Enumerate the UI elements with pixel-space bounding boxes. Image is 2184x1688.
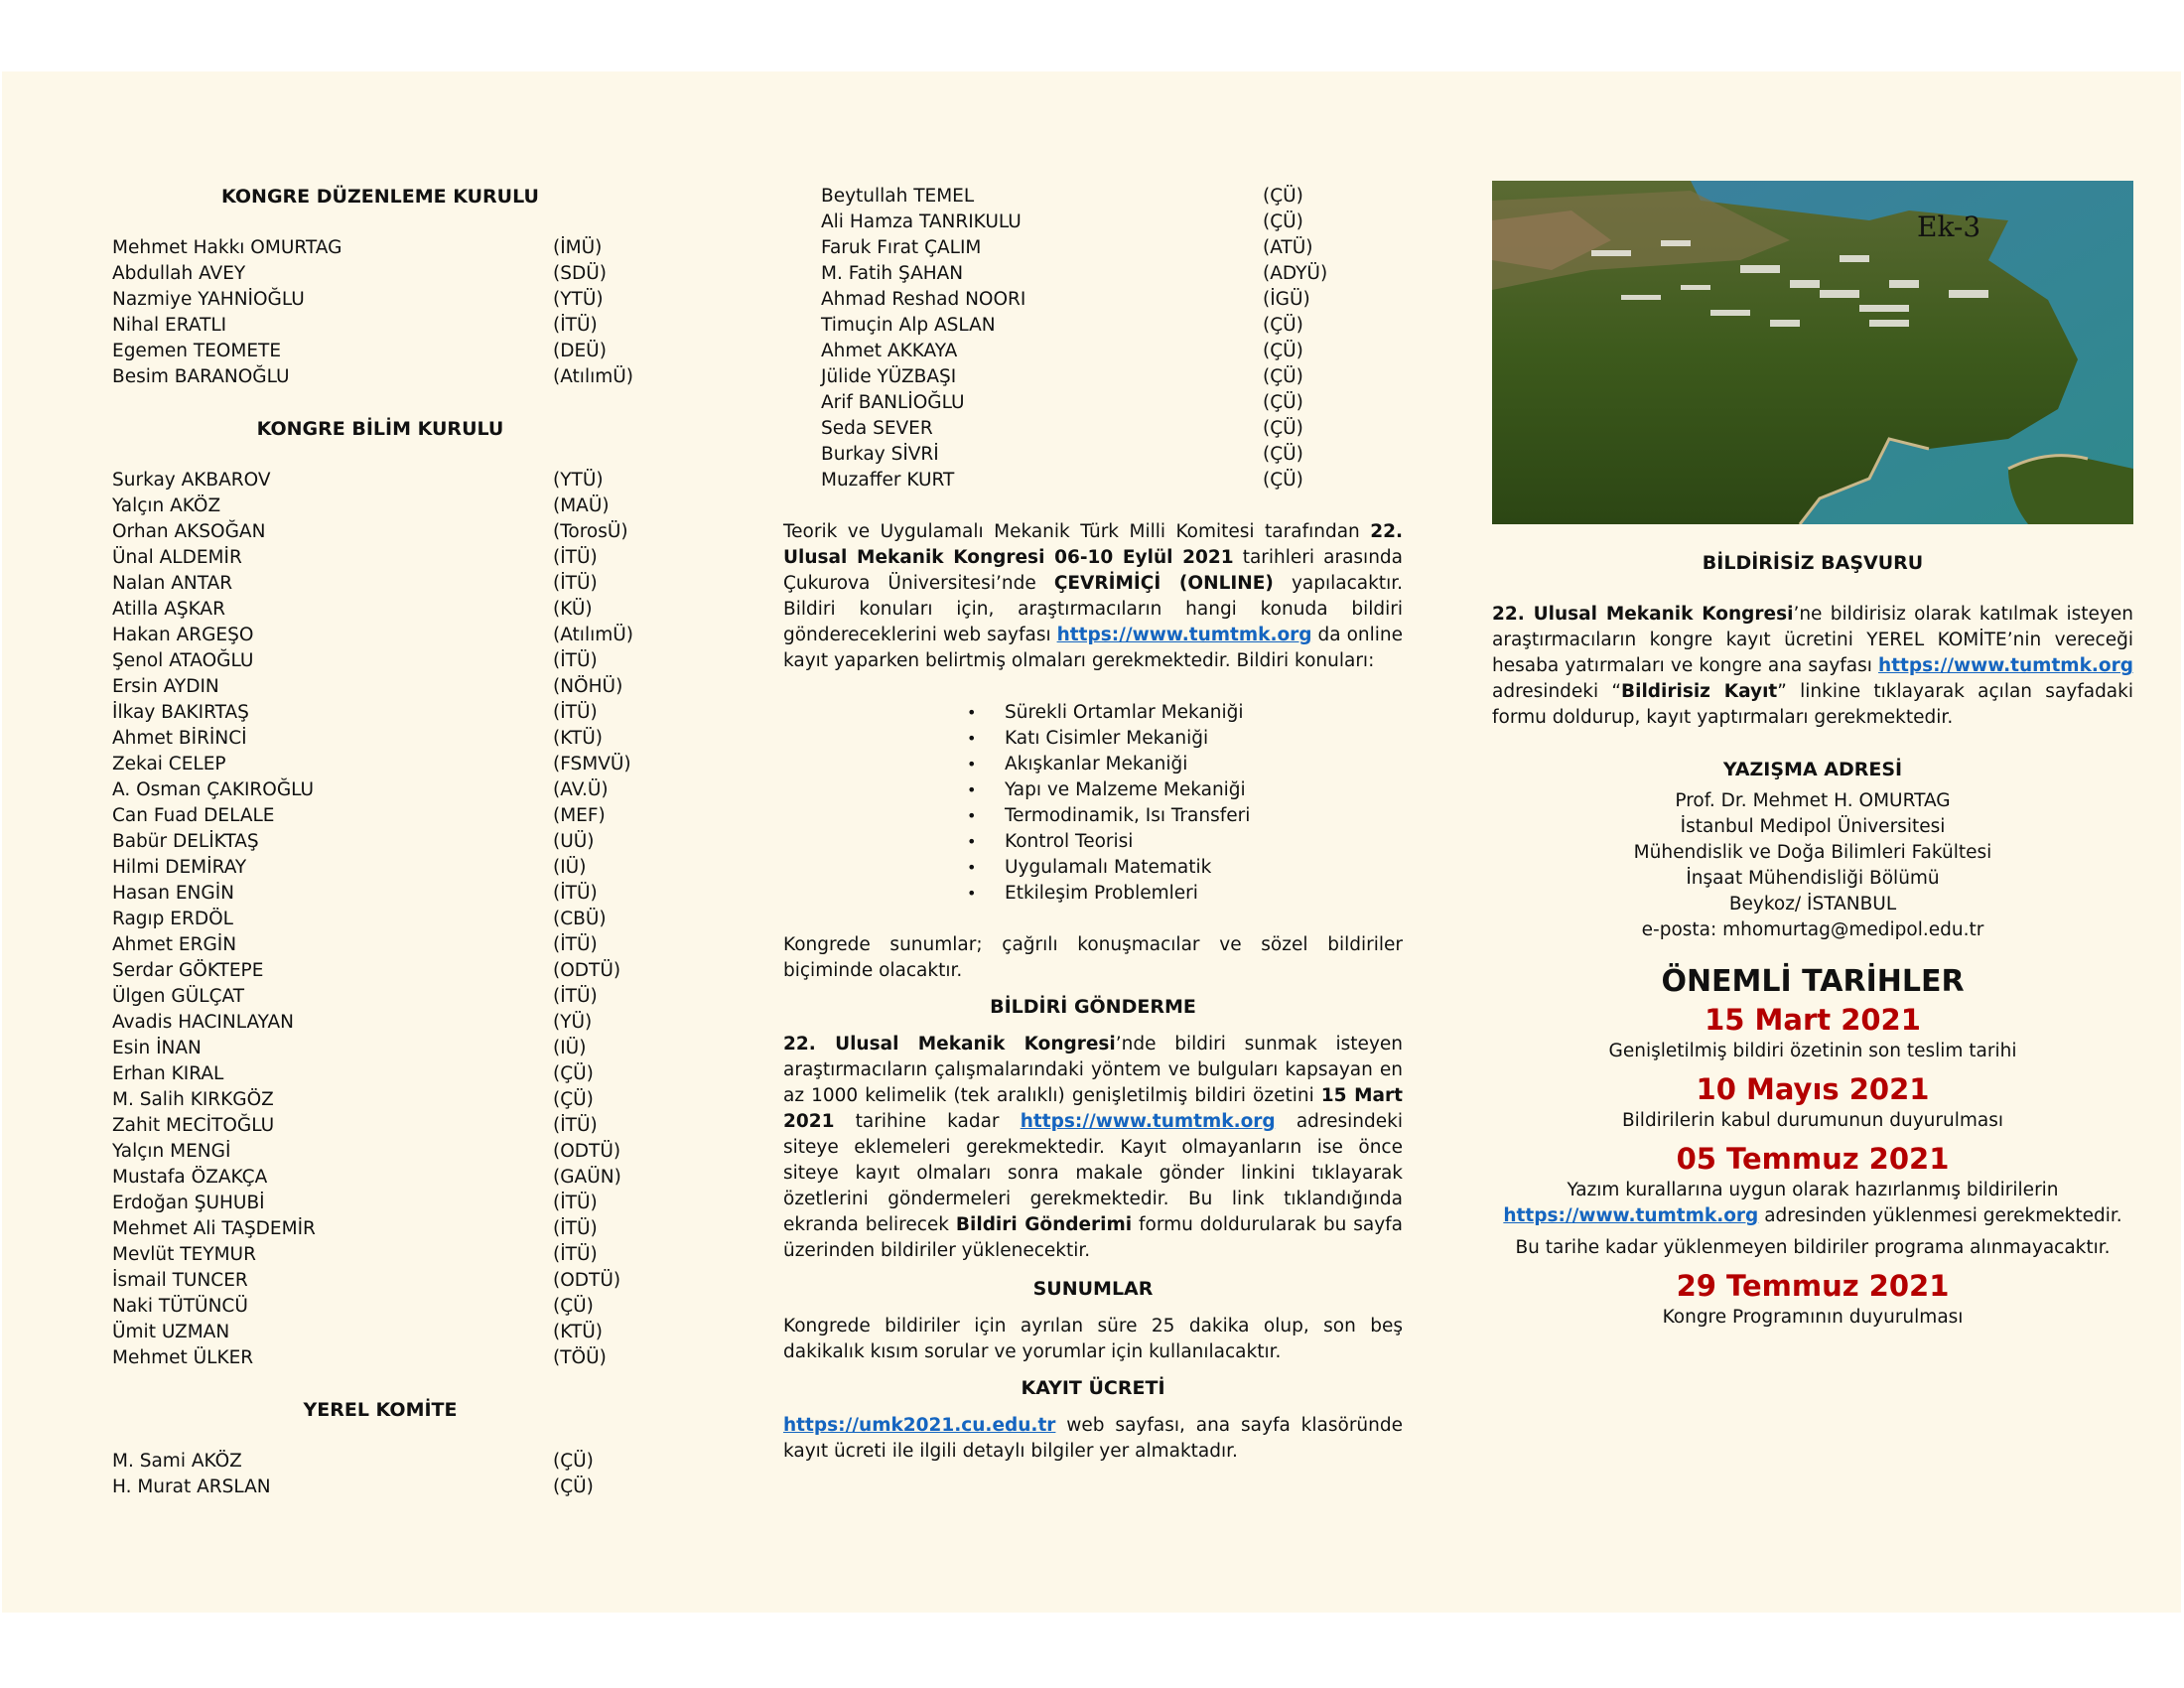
member-name: H. Murat ARSLAN xyxy=(112,1477,271,1497)
member-name: Can Fuad DELALE xyxy=(112,805,275,826)
member-affiliation: (TÖÜ) xyxy=(553,1347,607,1368)
committee-member xyxy=(783,210,1403,235)
committee-member xyxy=(112,1061,648,1087)
member-name: Mustafa ÖZAKÇA xyxy=(112,1167,268,1188)
committee-member xyxy=(112,623,648,648)
member-name: Jülide YÜZBAŞI xyxy=(821,366,957,387)
column-committees xyxy=(112,184,648,1500)
member-affiliation: (MAÜ) xyxy=(553,495,610,516)
member-name: Arif BANLİOĞLU xyxy=(821,392,965,413)
date-3-warning: Bu tarihe kadar yüklenmeyen bildiriler programa alınmayacaktır. xyxy=(1515,1237,2111,1258)
fee-title: KAYIT ÜCRETİ xyxy=(1021,1377,1165,1399)
member-affiliation: (İTÜ) xyxy=(553,986,598,1007)
committee-member xyxy=(112,545,648,571)
member-name: Zahit MECİTOĞLU xyxy=(112,1115,275,1136)
member-name: Muzaffer KURT xyxy=(821,470,955,491)
member-affiliation: (IÜ) xyxy=(553,857,587,878)
no-paper-title: BİLDİRİSİZ BAŞVURU xyxy=(1702,552,1924,574)
member-name: Nihal ERATLI xyxy=(112,315,227,336)
committee-member xyxy=(112,261,648,287)
tumtmk-link[interactable]: https://www.tumtmk.org xyxy=(1020,1111,1276,1132)
address-title: YAZIŞMA ADRESİ xyxy=(1722,759,1903,780)
member-affiliation: (KÜ) xyxy=(553,599,593,620)
member-affiliation: (IÜ) xyxy=(553,1038,587,1058)
address-email: e-posta: mhomurtag@medipol.edu.tr xyxy=(1641,919,1984,940)
committee-member xyxy=(783,364,1403,390)
member-affiliation: (ÇÜ) xyxy=(1263,418,1303,439)
date-4-description: Kongre Programının duyurulması xyxy=(1662,1307,1964,1328)
member-name: Hakan ARGEŞO xyxy=(112,625,254,645)
address-line: İstanbul Medipol Üniversitesi xyxy=(1680,816,1946,837)
member-affiliation: (FSMVÜ) xyxy=(553,754,631,774)
member-name: Naki TÜTÜNCÜ xyxy=(112,1296,248,1317)
sessions-title: SUNUMLAR xyxy=(1032,1278,1154,1300)
date-1-description: Genişletilmiş bildiri özetinin son teslim tarihi xyxy=(1608,1041,2017,1061)
member-affiliation: (İTÜ) xyxy=(553,1218,598,1239)
member-affiliation: (ATÜ) xyxy=(1263,237,1313,258)
topic-item xyxy=(967,700,1403,726)
committee-member xyxy=(112,752,648,777)
organizing-committee-list xyxy=(112,235,648,390)
member-affiliation: (TorosÜ) xyxy=(553,521,628,542)
committee-member xyxy=(112,519,648,545)
member-affiliation: (SDÜ) xyxy=(553,263,607,284)
bullet-icon: • xyxy=(967,729,977,748)
committee-member xyxy=(112,1216,648,1242)
bullet-icon: • xyxy=(967,755,977,774)
member-affiliation: (İTÜ) xyxy=(553,883,598,904)
member-name: Hilmi DEMİRAY xyxy=(112,857,247,878)
committee-member xyxy=(783,287,1403,313)
member-affiliation: (İTÜ) xyxy=(553,1244,598,1265)
important-dates-title: ÖNEMLİ TARİHLER xyxy=(1661,964,1965,999)
member-name: M. Salih KIRKGÖZ xyxy=(112,1089,274,1110)
member-affiliation: (ÇÜ) xyxy=(1263,341,1303,361)
topic-item xyxy=(967,829,1403,855)
committee-member xyxy=(783,416,1403,442)
tumtmk-link[interactable]: https://www.tumtmk.org xyxy=(1878,655,2133,676)
local-committee-title: YEREL KOMİTE xyxy=(303,1399,458,1421)
organizing-committee-title: KONGRE DÜZENLEME KURULU xyxy=(221,186,539,208)
topic-label: Yapı ve Malzeme Mekaniği xyxy=(1005,779,1246,800)
bullet-icon: • xyxy=(967,858,977,877)
member-affiliation: (GAÜN) xyxy=(553,1167,621,1188)
member-affiliation: (ÇÜ) xyxy=(1263,392,1303,413)
member-affiliation: (AtılımÜ) xyxy=(553,625,634,645)
committee-member xyxy=(112,1242,648,1268)
member-name: Faruk Fırat ÇALIM xyxy=(821,237,982,258)
member-name: Babür DELİKTAŞ xyxy=(112,831,259,852)
intro-paragraph: Teorik ve Uygulamalı Mekanik Türk Milli Komitesi tarafından 22. Ulusal Mekanik Kongresi 06-10 Eylül 2021 tarihleri arasında Çukurova Üniversitesi’nde ÇEVRİMİÇİ (ONLINE) yapılacaktır. Bildiri konuları için, araştırmacıların hangi konuda bildiri göndereceklerini web sayfası https://www.tumtmk.org da online kayıt yaparken belirtmiş olmaları gerekmektedir. Bildiri konuları: xyxy=(783,521,1404,671)
member-name: Beytullah TEMEL xyxy=(821,186,975,207)
topic-item xyxy=(967,881,1403,907)
committee-member xyxy=(783,184,1403,210)
member-affiliation: (ADYÜ) xyxy=(1263,263,1328,284)
local-committee-list xyxy=(112,1449,648,1500)
address-line: Mühendislik ve Doğa Bilimleri Fakültesi xyxy=(1633,842,1992,863)
member-affiliation: (ÇÜ) xyxy=(1263,211,1303,232)
member-affiliation: (YTÜ) xyxy=(553,289,604,310)
member-name: Ülgen GÜLÇAT xyxy=(112,986,245,1007)
topic-item xyxy=(967,803,1403,829)
member-name: Yalçın AKÖZ xyxy=(112,495,221,516)
bullet-icon: • xyxy=(967,806,977,825)
member-name: Ragıp ERDÖL xyxy=(112,909,233,929)
member-name: Seda SEVER xyxy=(821,418,933,439)
member-affiliation: (İTÜ) xyxy=(553,702,598,723)
local-committee-continued-list xyxy=(783,184,1403,493)
committee-member xyxy=(112,468,648,493)
member-name: Avadis HACINLAYAN xyxy=(112,1012,295,1033)
fee-paragraph: https://umk2021.cu.edu.tr web sayfası, ana sayfa klasöründe kayıt ücreti ile ilgili detaylı bilgiler yer almaktadır. xyxy=(783,1415,1403,1462)
bullet-icon: • xyxy=(967,832,977,851)
topic-label: Etkileşim Problemleri xyxy=(1005,883,1198,904)
member-name: Erhan KIRAL xyxy=(112,1063,224,1084)
committee-member xyxy=(112,364,648,390)
committee-member xyxy=(112,1191,648,1216)
committee-member xyxy=(112,1139,648,1165)
member-affiliation: (İTÜ) xyxy=(553,573,598,594)
member-affiliation: (ÇÜ) xyxy=(1263,186,1303,207)
member-name: Timuçin Alp ASLAN xyxy=(821,315,996,336)
topic-item xyxy=(967,752,1403,777)
committee-member xyxy=(783,235,1403,261)
member-affiliation: (ÇÜ) xyxy=(553,1089,594,1110)
tumtmk-link[interactable]: https://www.tumtmk.org xyxy=(1503,1205,1759,1226)
address-line: Beykoz/ İSTANBUL xyxy=(1728,894,1897,914)
brochure-page xyxy=(2,71,2181,1613)
member-name: Ali Hamza TANRIKULU xyxy=(821,211,1022,232)
member-affiliation: (MEF) xyxy=(553,805,606,826)
member-name: Ahmet ERGİN xyxy=(112,934,237,955)
committee-member xyxy=(783,468,1403,493)
member-name: Ünal ALDEMİR xyxy=(112,547,242,568)
topic-label: Uygulamalı Matematik xyxy=(1005,857,1212,878)
topic-item xyxy=(967,777,1403,803)
member-name: Orhan AKSOĞAN xyxy=(112,521,266,542)
committee-member xyxy=(112,1449,648,1475)
topic-label: Termodinamik, Isı Transferi xyxy=(1005,805,1251,826)
committee-member xyxy=(112,597,648,623)
member-name: Surkay AKBAROV xyxy=(112,470,271,491)
member-affiliation: (AV.Ü) xyxy=(553,779,609,800)
member-name: Şenol ATAOĞLU xyxy=(112,650,254,671)
committee-member xyxy=(112,726,648,752)
member-name: Mehmet Hakkı OMURTAG xyxy=(112,237,342,258)
address-block xyxy=(1492,788,2133,943)
member-name: Ümit UZMAN xyxy=(112,1322,230,1342)
member-name: Ahmet AKKAYA xyxy=(821,341,958,361)
committee-member xyxy=(112,287,648,313)
committee-member xyxy=(783,442,1403,468)
sessions-paragraph: Kongrede bildiriler için ayrılan süre 25 dakika olup, son beş dakikalık kısım sorular ve yorumlar için kullanılacaktır. xyxy=(783,1316,1403,1362)
date-3-upload-note: https://www.tumtmk.org adresinden yüklenmesi gerekmektedir. xyxy=(1503,1205,2122,1226)
column-info xyxy=(783,184,1403,1465)
committee-member xyxy=(112,1113,648,1139)
member-name: Yalçın MENGİ xyxy=(112,1141,231,1162)
member-affiliation: (ODTÜ) xyxy=(553,1270,621,1291)
bullet-icon: • xyxy=(967,703,977,722)
no-paper-paragraph: 22. Ulusal Mekanik Kongresi’ne bildirisiz olarak katılmak isteyen araştırmacıların kongre kayıt ücretini YEREL KOMİTE’nin vereceği hesaba yatırmaları ve kongre ana sayfası https://www.tumtmk.org adresindeki “Bildirisiz Kayıt” linkine tıklayarak açılan sayfadaki formu doldurup, kayıt yaptırmaları gerekmektedir. xyxy=(1492,604,2133,728)
date-2-description: Bildirilerin kabul durumunun duyurulması xyxy=(1621,1110,2004,1131)
member-affiliation: (YTÜ) xyxy=(553,470,604,491)
date-3: 05 Temmuz 2021 xyxy=(1676,1142,1950,1176)
committee-member xyxy=(783,261,1403,287)
member-affiliation: (ÇÜ) xyxy=(553,1296,594,1317)
committee-member xyxy=(112,958,648,984)
campus-aerial-photo xyxy=(1492,181,2133,524)
member-affiliation: (ÇÜ) xyxy=(553,1063,594,1084)
member-name: Ahmet BİRİNCİ xyxy=(112,728,247,749)
member-affiliation: (ÇÜ) xyxy=(553,1477,594,1497)
committee-member xyxy=(112,932,648,958)
committee-member xyxy=(112,907,648,932)
member-affiliation: (KTÜ) xyxy=(553,1322,603,1342)
member-affiliation: (İTÜ) xyxy=(553,547,598,568)
committee-member xyxy=(112,648,648,674)
member-name: İsmail TUNCER xyxy=(112,1270,248,1291)
topic-label: Kontrol Teorisi xyxy=(1005,831,1134,852)
committee-member xyxy=(112,881,648,907)
committee-member xyxy=(112,1010,648,1036)
committee-member xyxy=(112,1475,648,1500)
member-name: Mevlüt TEYMUR xyxy=(112,1244,256,1265)
date-2: 10 Mayıs 2021 xyxy=(1696,1072,1930,1106)
member-name: M. Sami AKÖZ xyxy=(112,1451,242,1472)
topic-label: Akışkanlar Mekaniği xyxy=(1005,754,1188,774)
committee-member xyxy=(783,390,1403,416)
address-line: Prof. Dr. Mehmet H. OMURTAG xyxy=(1675,790,1951,811)
member-affiliation: (ODTÜ) xyxy=(553,1141,621,1162)
member-name: Nalan ANTAR xyxy=(112,573,233,594)
member-affiliation: (İTÜ) xyxy=(553,1115,598,1136)
committee-member xyxy=(112,1320,648,1345)
member-name: Besim BARANOĞLU xyxy=(112,366,290,387)
tumtmk-link[interactable]: https://www.tumtmk.org xyxy=(1056,625,1312,645)
member-affiliation: (İTÜ) xyxy=(553,315,598,336)
photo-label: Ek-3 xyxy=(1917,211,1981,243)
scientific-committee-title: KONGRE BİLİM KURULU xyxy=(256,418,504,440)
committee-member xyxy=(112,1268,648,1294)
committee-member xyxy=(112,803,648,829)
date-4: 29 Temmuz 2021 xyxy=(1676,1269,1950,1303)
member-name: Zekai CELEP xyxy=(112,754,226,774)
committee-member xyxy=(112,984,648,1010)
submission-title: BİLDİRİ GÖNDERME xyxy=(990,996,1196,1018)
member-affiliation: (CBÜ) xyxy=(553,909,607,929)
bullet-icon: • xyxy=(967,780,977,799)
member-affiliation: (ÇÜ) xyxy=(1263,470,1303,491)
member-affiliation: (UÜ) xyxy=(553,831,595,852)
committee-member xyxy=(112,674,648,700)
member-affiliation: (AtılımÜ) xyxy=(553,366,634,387)
committee-member xyxy=(112,493,648,519)
member-affiliation: (ÇÜ) xyxy=(1263,315,1303,336)
member-affiliation: (ÇÜ) xyxy=(1263,444,1303,465)
member-affiliation: (KTÜ) xyxy=(553,728,603,749)
member-affiliation: (ODTÜ) xyxy=(553,960,621,981)
campus-photo-image xyxy=(1492,181,2133,524)
committee-member xyxy=(112,1345,648,1371)
member-name: Egemen TEOMETE xyxy=(112,341,282,361)
member-affiliation: (DEÜ) xyxy=(553,341,607,361)
member-name: Esin İNAN xyxy=(112,1038,202,1058)
committee-member xyxy=(112,235,648,261)
column-dates xyxy=(1492,181,2133,1331)
member-name: Mehmet ÜLKER xyxy=(112,1347,254,1368)
umk2021-link[interactable]: https://umk2021.cu.edu.tr xyxy=(783,1415,1056,1436)
bullet-icon: • xyxy=(967,884,977,903)
address-line: İnşaat Mühendisliği Bölümü xyxy=(1686,868,1940,889)
committee-member xyxy=(112,1036,648,1061)
member-affiliation: (ÇÜ) xyxy=(1263,366,1303,387)
topics-list xyxy=(783,700,1403,907)
member-name: Hasan ENGİN xyxy=(112,883,234,904)
member-affiliation: (İGÜ) xyxy=(1263,289,1310,310)
member-name: Nazmiye YAHNİOĞLU xyxy=(112,289,305,310)
committee-member xyxy=(112,700,648,726)
committee-member xyxy=(112,1165,648,1191)
committee-member xyxy=(112,829,648,855)
member-name: Ersin AYDIN xyxy=(112,676,219,697)
member-name: Mehmet Ali TAŞDEMİR xyxy=(112,1218,316,1239)
committee-member xyxy=(112,1087,648,1113)
committee-member xyxy=(112,777,648,803)
member-name: M. Fatih ŞAHAN xyxy=(821,263,964,284)
member-affiliation: (İTÜ) xyxy=(553,1193,598,1213)
topic-label: Katı Cisimler Mekaniği xyxy=(1005,728,1209,749)
scientific-committee-list xyxy=(112,468,648,1371)
committee-member xyxy=(783,339,1403,364)
member-affiliation: (İTÜ) xyxy=(553,934,598,955)
presentations-note: Kongrede sunumlar; çağrılı konuşmacılar ve sözel bildiriler biçiminde olacaktır. xyxy=(783,934,1403,981)
member-name: Atilla AŞKAR xyxy=(112,599,225,620)
committee-member xyxy=(783,313,1403,339)
member-affiliation: (YÜ) xyxy=(553,1012,593,1033)
member-name: Abdullah AVEY xyxy=(112,263,246,284)
member-affiliation: (İTÜ) xyxy=(553,650,598,671)
member-affiliation: (ÇÜ) xyxy=(553,1451,594,1472)
topic-label: Sürekli Ortamlar Mekaniği xyxy=(1005,702,1244,723)
committee-member xyxy=(112,855,648,881)
submission-paragraph: 22. Ulusal Mekanik Kongresi’nde bildiri sunmak isteyen araştırmacıların çalışmalarındaki yöntem ve bulguları kapsayan en az 1000 kelimelik (tek aralıklı) genişletilmiş bildiri özetini 15 Mart 2021 tarihine kadar https://www.tumtmk.org adresindeki siteye eklemeleri gerekmektedir. Kayıt olmayanların ise önce siteye kayıt olmaları sonra makale gönder linkini tıklayarak özetlerini göndermeleri gerekmektedir. Bu link tıklandığında ekranda belirecek Bildiri Gönderimi formu doldurularak bu sayfa üzerinden bildiriler yüklenecektir. xyxy=(783,1034,1403,1261)
date-3-description: Yazım kurallarına uygun olarak hazırlanmış bildirilerin xyxy=(1567,1180,2059,1200)
committee-member xyxy=(112,313,648,339)
member-name: Burkay SİVRİ xyxy=(821,444,939,465)
member-name: İlkay BAKIRTAŞ xyxy=(112,702,249,723)
committee-member xyxy=(112,339,648,364)
date-1: 15 Mart 2021 xyxy=(1705,1003,1921,1037)
member-name: A. Osman ÇAKIROĞLU xyxy=(112,779,315,800)
member-name: Ahmad Reshad NOORI xyxy=(821,289,1026,310)
member-affiliation: (NÖHÜ) xyxy=(553,676,623,697)
topic-item xyxy=(967,726,1403,752)
member-name: Erdoğan ŞUHUBİ xyxy=(112,1193,265,1213)
member-affiliation: (İMÜ) xyxy=(553,237,603,258)
committee-member xyxy=(112,571,648,597)
committee-member xyxy=(112,1294,648,1320)
member-name: Serdar GÖKTEPE xyxy=(112,960,264,981)
topic-item xyxy=(967,855,1403,881)
